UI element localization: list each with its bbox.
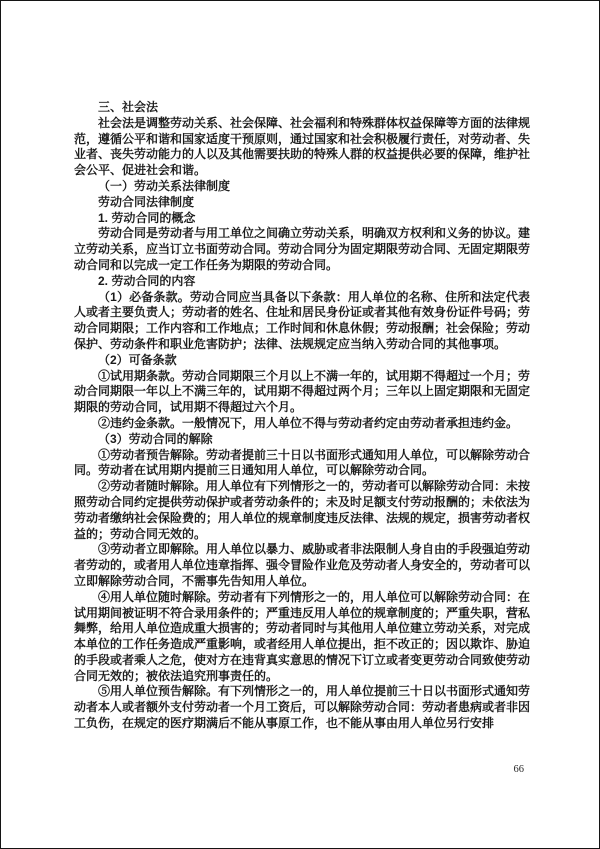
paragraph-worker-immediate-termination: ③劳动者立即解除。用人单位以暴力、威胁或者非法限制人身自由的手段强迫劳动者劳动的，或者用人单位违章指挥、强令冒险作业危及劳动者人身安全的，劳动者可以立即解除劳动合同，不需事先告知用人单位。 (74, 542, 531, 588)
paragraph-labor-contract-concept: 劳动合同是劳动者与用工单位之间确立劳动关系，明确双方权利和义务的协议。建立劳动关系，应当订立书面劳动合同。劳动合同分为固定期限劳动合同、无固定期限劳动合同和以完成一定工作任务为期限的劳动合同。 (74, 226, 531, 272)
paragraph-probation-term: ①试用期条款。劳动合同期限三个月以上不满一年的，试用期不得超过一个月；劳动合同期限一年以上不满三年的，试用期不得超过两个月；三年以上固定期限和无固定期限的劳动合同，试用期不得超过六个月。 (74, 368, 531, 415)
heading-labor-contract-legal-system: 劳动合同法律制度 (98, 194, 195, 209)
paragraph-social-law-definition: 社会法是调整劳动关系、社会保障、社会福利和特殊群体权益保障等方面的法律规范，遵循公平和谐和国家适度干预原则，通过国家和社会积极履行责任，对劳动者、失业者、丧失劳动能力的人以及其他需要扶助的特殊人群的权益提供必要的保障，维护社会公平、促进社会和谐。 (74, 115, 531, 178)
paragraph-employer-anytime-termination: ④用人单位随时解除。劳动者有下列情形之一的，用人单位可以解除劳动合同：在试用期间被证明不符合录用条件的；严重违反用人单位的规章制度的；严重失职，营私舞弊，给用人单位造成重大损害的；劳动者同时与其他用人单位建立劳动关系，对完成本单位的工作任务造成严重影响，或者经用人单位提出，拒不改正的；因以欺诈、胁迫的手段或者乘人之危，使对方在违背真实意思的情况下订立或者变更劳动合同致使劳动合同无效的；被依法追究刑事责任的。 (74, 589, 531, 683)
heading-labor-contract-content: 2. 劳动合同的内容 (98, 273, 196, 288)
heading-optional-terms: （2）可备条款 (98, 352, 177, 367)
paragraph-worker-notice-termination: ①劳动者预告解除。劳动者提前三十日以书面形式通知用人单位，可以解除劳动合同。劳动者在试用期内提前三日通知用人单位，可以解除劳动合同。 (74, 447, 531, 478)
heading-labor-contract-concept: 1. 劳动合同的概念 (98, 210, 196, 225)
heading-contract-termination: （3）劳动合同的解除 (98, 431, 213, 446)
section-heading-social-law: 三、社会法 (98, 100, 159, 114)
page-number: 66 (513, 764, 524, 775)
paragraph-employer-notice-termination: ⑤用人单位预告解除。有下列情形之一的，用人单位提前三十日以书面形式通知劳动者本人或者额外支付劳动者一个月工资后，可以解除劳动合同：劳动者患病或者非因工负伤，在规定的医疗期满后不能从事原工作，也不能从事由用人单位另行安排 (74, 684, 531, 731)
paragraph-required-terms: （1）必备条款。劳动合同应当具备以下条款：用人单位的名称、住所和法定代表人或者主要负责人；劳动者的姓名、住址和居民身份证或者其他有效身份证件号码；劳动合同期限；工作内容和工作地点；工作时间和休息休假；劳动报酬；社会保险；劳动保护、劳动条件和职业危害防护；法律、法规规定应当纳入劳动合同的其他事项。 (74, 289, 531, 351)
page-content (74, 100, 530, 732)
paragraph-penalty-term: ②违约金条款。一般情况下，用人单位不得与劳动者约定由劳动者承担违约金。 (98, 415, 519, 430)
subsection-heading-labor-relations: （一）劳动关系法律制度 (98, 178, 231, 193)
paragraph-worker-anytime-termination: ②劳动者随时解除。用人单位有下列情形之一的，劳动者可以解除劳动合同：未按照劳动合同约定提供劳动保护或者劳动条件的；未及时足额支付劳动报酬的；未依法为劳动者缴纳社会保险费的；用人单位的规章制度违反法律、法规的规定，损害劳动者权益的；劳动合同无效的。 (74, 479, 531, 541)
